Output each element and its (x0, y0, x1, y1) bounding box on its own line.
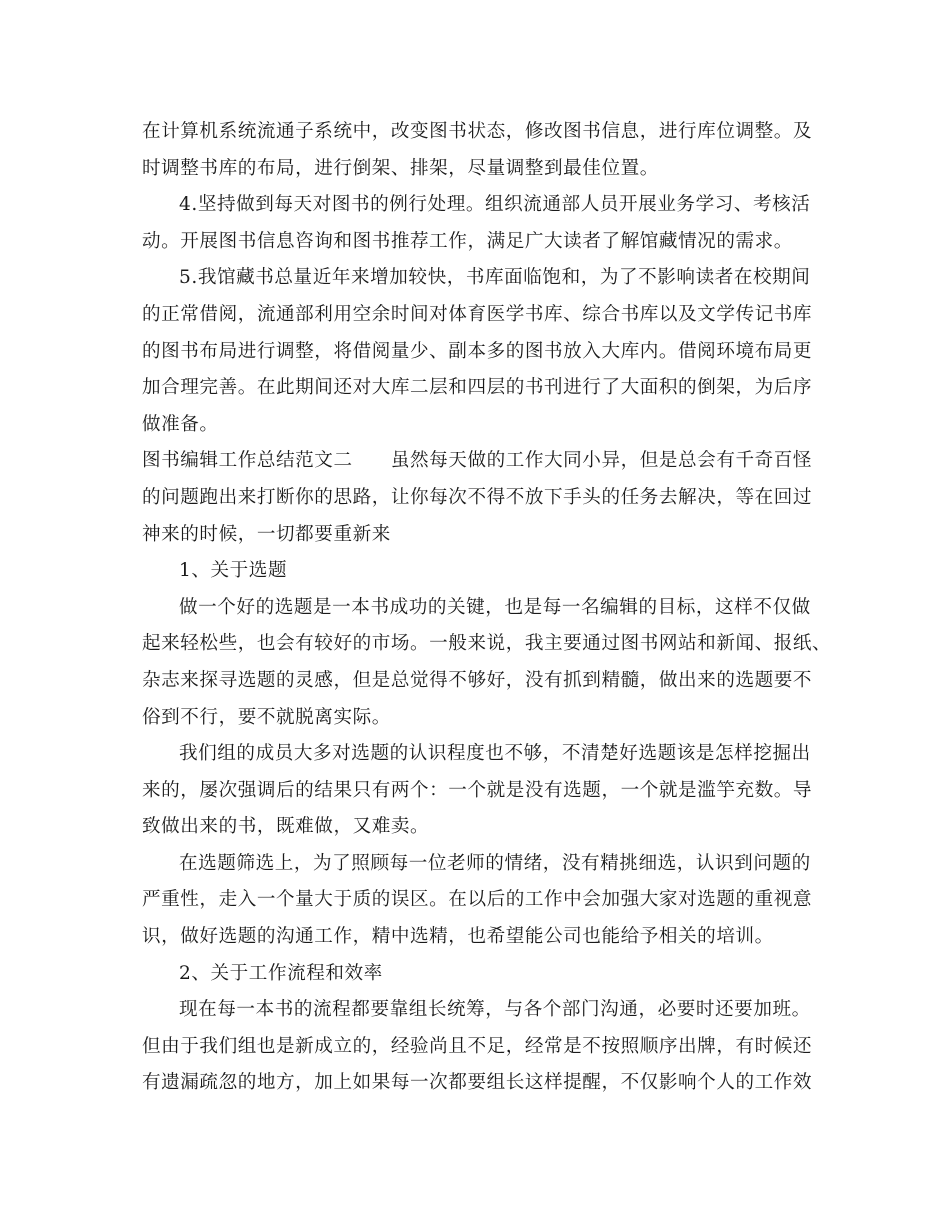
text-line-9: 做准备。 (142, 413, 219, 435)
text-line-23: 识，做好选题的沟通工作，精中选精，也希望能公司也能给予相关的培训。 (142, 926, 774, 948)
section-heading-line: 图书编辑工作总结范文二 虽然每天做的工作大同小异，但是总会有千奇百怪 (142, 450, 813, 472)
text-line-8: 加合理完善。在此期间还对大库二层和四层的书刊进行了大面积的倒架，为后序 (142, 377, 813, 399)
text-line-12: 神来的时候，一切都要重新来 (142, 523, 391, 545)
text-line-14: 做一个好的选题是一本书成功的关键，也是每一名编辑的目标，这样不仅做 (179, 596, 811, 618)
text-line-19: 来的，屡次强调后的结果只有两个：一个就是没有选题，一个就是滥竽充数。导 (142, 779, 813, 801)
text-line-4: 动。开展图书信息咨询和图书推荐工作，满足广大读者了解馆藏情况的需求。 (142, 230, 793, 252)
text-line-5: 5.我馆藏书总量近年来增加较快，书库面临饱和，为了不影响读者在校期间 (179, 267, 811, 289)
text-line-22: 严重性，走入一个量大于质的误区。在以后的工作中会加强大家对选题的重视意 (142, 889, 813, 911)
text-line-25: 现在每一本书的流程都要靠组长统筹，与各个部门沟通，必要时还要加班。 (179, 999, 811, 1021)
text-line-11: 的问题跑出来打断你的思路，让你每次不得不放下手头的任务去解决，等在回过 (142, 486, 813, 508)
subheading-workflow-efficiency: 2、关于工作流程和效率 (179, 962, 383, 984)
text-line-17: 俗到不行，要不就脱离实际。 (142, 706, 391, 728)
text-line-16: 杂志来探寻选题的灵感，但是总觉得不够好，没有抓到精髓，做出来的选题要不 (142, 669, 813, 691)
text-line-21: 在选题筛选上，为了照顾每一位老师的情绪，没有精挑细选，认识到问题的 (179, 852, 811, 874)
text-line-2: 时调整书库的布局，进行倒架、排架，尽量调整到最佳位置。 (142, 157, 659, 179)
text-line-27: 有遗漏疏忽的地方，加上如果每一次都要组长这样提醒，不仅影响个人的工作效 (142, 1072, 813, 1094)
text-line-18: 我们组的成员大多对选题的认识程度也不够，不清楚好选题该是怎样挖掘出 (179, 743, 811, 765)
text-line-6: 的正常借阅，流通部利用空余时间对体育医学书库、综合书库以及文学传记书库 (142, 303, 813, 325)
text-line-20: 致做出来的书，既难做，又难卖。 (142, 816, 430, 838)
text-line-3: 4.坚持做到每天对图书的例行处理。组织流通部人员开展业务学习、考核活 (179, 194, 811, 216)
document-body (142, 114, 832, 1102)
text-line-7: 的图书布局进行调整，将借阅量少、副本多的图书放入大库内。借阅环境布局更 (142, 340, 813, 362)
text-line-1: 在计算机系统流通子系统中，改变图书状态，修改图书信息，进行库位调整。及 (142, 121, 813, 142)
text-line-26: 但由于我们组也是新成立的，经验尚且不足，经常是不按照顺序出牌，有时候还 (142, 1035, 813, 1057)
subheading-topic-selection: 1、关于选题 (179, 560, 288, 582)
text-line-15: 起来轻松些，也会有较好的市场。一般来说，我主要通过图书网站和新闻、报纸、 (142, 633, 832, 655)
